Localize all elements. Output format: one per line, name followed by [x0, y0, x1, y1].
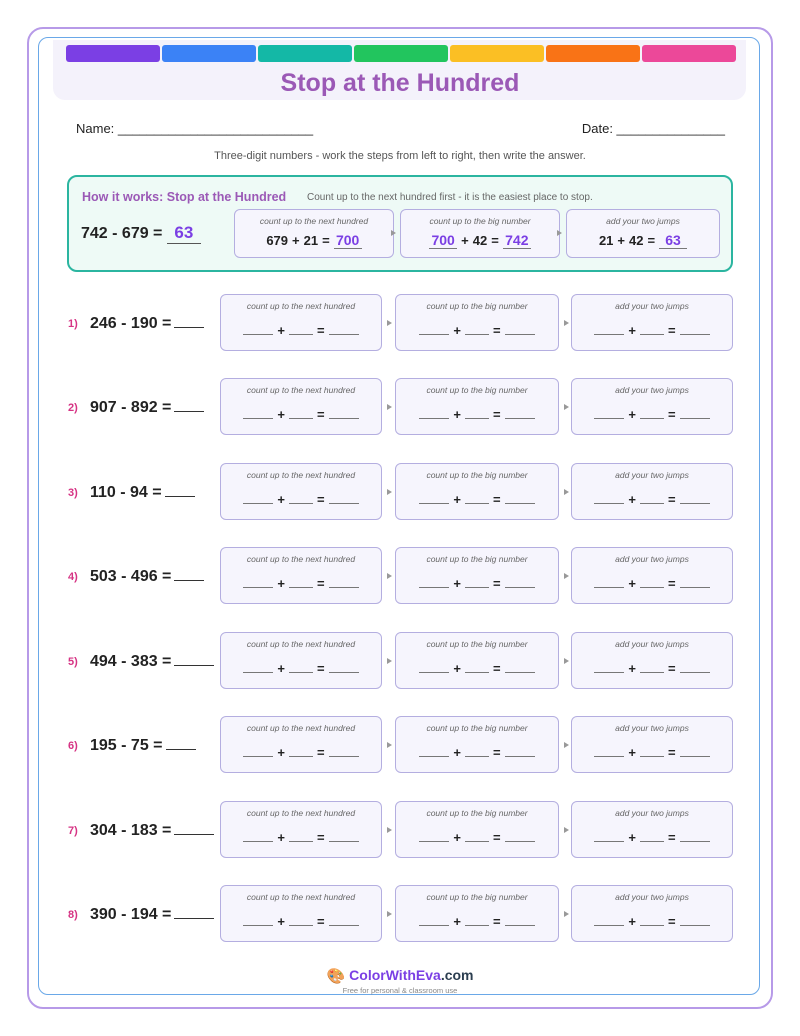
arrow-icon [387, 489, 392, 495]
blank-input[interactable] [680, 830, 710, 842]
problem-text: 304 - 183 = [90, 822, 172, 839]
step-box-2 [395, 716, 559, 773]
blank-input[interactable] [243, 830, 273, 842]
step-equation [221, 576, 381, 591]
operator: = [493, 830, 501, 845]
blank-input[interactable] [465, 745, 489, 757]
blank-input[interactable] [505, 661, 535, 673]
step-caption: count up to the big number [426, 723, 528, 733]
operator: + [277, 745, 285, 760]
blank-input[interactable] [243, 661, 273, 673]
step-equation [396, 407, 558, 422]
step-box-1 [220, 801, 382, 858]
answer-input[interactable] [174, 314, 204, 328]
step-caption: count up to the next hundred [246, 301, 356, 311]
blank-input[interactable] [594, 492, 624, 504]
blank-input[interactable] [465, 576, 489, 588]
operator: = [668, 745, 676, 760]
blank-input[interactable] [640, 745, 664, 757]
arrow-icon [387, 658, 392, 664]
step-equation: 700 + 42 = 742 [401, 232, 559, 249]
operator: + [453, 745, 461, 760]
example-note: Count up to the next hundred first - it is the easiest place to stop. [307, 192, 593, 203]
operator: + [453, 323, 461, 338]
blank-input[interactable] [505, 323, 535, 335]
blank-input[interactable] [289, 492, 313, 504]
operator: + [628, 323, 636, 338]
step-caption: add your two jumps [615, 723, 689, 733]
operator: = [668, 576, 676, 591]
blank-input[interactable] [680, 745, 710, 757]
blank-input[interactable] [505, 576, 535, 588]
blank-input[interactable] [594, 661, 624, 673]
problem-text: 503 - 496 = [90, 568, 172, 585]
step-operand: 42 [472, 233, 488, 248]
problem-text: 907 - 892 = [90, 399, 172, 416]
blank-input[interactable] [505, 407, 535, 419]
operator: = [493, 492, 501, 507]
step-caption: count up to the next hundred [246, 470, 356, 480]
operator: = [493, 576, 501, 591]
color-stripe [66, 45, 160, 62]
brand-part: .com [440, 967, 474, 983]
example-step-1 [234, 209, 394, 258]
page-title: Stop at the Hundred [280, 69, 520, 97]
step-caption: count up to the next hundred [246, 639, 356, 649]
arrow-icon [387, 404, 392, 410]
operator: + [453, 661, 461, 676]
blank-input[interactable] [640, 661, 664, 673]
problem-number: 6) [68, 740, 78, 752]
blank-input[interactable] [505, 492, 535, 504]
step-equation [396, 830, 558, 845]
blank-input[interactable] [289, 830, 313, 842]
example-box [67, 175, 733, 272]
operator: + [277, 830, 285, 845]
step-caption: count up to the big number [426, 808, 528, 818]
step-box-3 [571, 547, 733, 604]
color-stripe [642, 45, 736, 62]
answer-input[interactable] [174, 821, 214, 835]
blank-input[interactable] [465, 492, 489, 504]
step-caption: add your two jumps [615, 808, 689, 818]
blank-input[interactable] [243, 745, 273, 757]
blank-input[interactable] [465, 914, 489, 926]
blank-input[interactable] [243, 492, 273, 504]
operator: + [628, 830, 636, 845]
operator: + [277, 914, 285, 929]
blank-input[interactable] [419, 492, 449, 504]
blank-input[interactable] [680, 661, 710, 673]
blank-input[interactable] [505, 914, 535, 926]
blank-input[interactable] [594, 407, 624, 419]
operator: + [277, 492, 285, 507]
problem-number: 7) [68, 825, 78, 837]
step-equation: 21 + 42 = 63 [567, 232, 719, 249]
step-box-1 [220, 378, 382, 435]
blank-input[interactable] [640, 576, 664, 588]
blank-input[interactable] [680, 576, 710, 588]
step-equation [572, 407, 732, 422]
operator: + [277, 576, 285, 591]
operator: = [317, 492, 325, 507]
step-caption: count up to the big number [429, 216, 531, 226]
answer-input[interactable] [165, 483, 195, 497]
blank-input[interactable] [640, 830, 664, 842]
blank-input[interactable] [419, 576, 449, 588]
arrow-icon [564, 658, 569, 664]
blank-input[interactable] [505, 745, 535, 757]
problem-text: 195 - 75 = [90, 737, 163, 754]
blank-input[interactable] [640, 914, 664, 926]
date-field[interactable]: Date: _______________ [581, 121, 725, 136]
step-box-2 [395, 885, 559, 942]
problem-row [0, 885, 800, 943]
step-equation [396, 576, 558, 591]
problem-text: 494 - 383 = [90, 653, 172, 670]
arrow-icon [387, 911, 392, 917]
step-box-3 [571, 463, 733, 520]
step-caption: count up to the big number [426, 554, 528, 564]
step-box-2 [395, 463, 559, 520]
step-box-1 [220, 463, 382, 520]
step-caption: count up to the next hundred [246, 892, 356, 902]
step-box-3 [571, 294, 733, 351]
step-caption: add your two jumps [606, 216, 680, 226]
step-caption: count up to the next hundred [246, 808, 356, 818]
operator: = [317, 661, 325, 676]
step-equation: 679 + 21 = 700 [235, 232, 393, 249]
problem-row [0, 463, 800, 521]
operator: + [453, 576, 461, 591]
color-stripes [66, 45, 736, 62]
step-operand: 21 [303, 233, 319, 248]
color-stripe [546, 45, 640, 62]
step-box-2 [395, 294, 559, 351]
problem-expression [90, 905, 214, 924]
blank-input[interactable] [243, 576, 273, 588]
problem-number: 2) [68, 402, 78, 414]
blank-input[interactable] [419, 745, 449, 757]
problem-expression [90, 736, 196, 755]
instructions: Three-digit numbers - work the steps from left to right, then write the answer. [214, 150, 586, 162]
step-equation [572, 914, 732, 929]
arrow-icon [564, 489, 569, 495]
operator: = [317, 830, 325, 845]
operator: + [277, 661, 285, 676]
blank-input[interactable] [465, 323, 489, 335]
step-box-2 [395, 801, 559, 858]
step-equation [221, 661, 381, 676]
brand-part: ColorWith [349, 967, 416, 983]
operator: = [317, 745, 325, 760]
blank-input[interactable] [329, 745, 359, 757]
step-box-2 [395, 378, 559, 435]
blank-input[interactable] [465, 661, 489, 673]
step-equation [221, 492, 381, 507]
blank-input[interactable] [289, 576, 313, 588]
operator: = [317, 576, 325, 591]
blank-input[interactable] [594, 830, 624, 842]
arrow-icon [387, 827, 392, 833]
blank-input[interactable] [594, 745, 624, 757]
answer-input[interactable] [174, 567, 204, 581]
step-equation [221, 914, 381, 929]
operator: + [628, 661, 636, 676]
step-equation [396, 492, 558, 507]
operator: = [493, 407, 501, 422]
problem-row [0, 294, 800, 352]
step-caption: count up to the next hundred [246, 554, 356, 564]
problem-expression [90, 567, 204, 586]
example-expression: 742 - 679 = [81, 225, 163, 242]
operator: + [628, 407, 636, 422]
problem-number: 5) [68, 656, 78, 668]
problem-row [0, 547, 800, 605]
step-box-3 [571, 801, 733, 858]
step-equation [396, 323, 558, 338]
operator: + [453, 830, 461, 845]
example-answer: 63 [167, 223, 201, 244]
blank-input[interactable] [419, 661, 449, 673]
step-box-2 [395, 547, 559, 604]
step-equation [221, 830, 381, 845]
operator: + [628, 576, 636, 591]
arrow-icon [564, 320, 569, 326]
step-caption: count up to the big number [426, 892, 528, 902]
arrow-icon [387, 573, 392, 579]
step-box-1 [220, 716, 382, 773]
arrow-icon [557, 230, 562, 236]
step-caption: count up to the big number [426, 470, 528, 480]
step-box-1 [220, 294, 382, 351]
operator: = [668, 914, 676, 929]
step-caption: add your two jumps [615, 639, 689, 649]
step-operand: 42 [629, 233, 644, 248]
step-caption: count up to the next hundred [246, 385, 356, 395]
blank-input[interactable] [594, 576, 624, 588]
step-equation [221, 407, 381, 422]
operator: + [628, 492, 636, 507]
problem-row [0, 801, 800, 859]
step-operand: 700 [429, 232, 457, 249]
operator: = [493, 745, 501, 760]
step-box-3 [571, 378, 733, 435]
blank-input[interactable] [680, 914, 710, 926]
step-equation [396, 914, 558, 929]
blank-input[interactable] [640, 492, 664, 504]
problem-expression [90, 483, 195, 502]
blank-input[interactable] [289, 745, 313, 757]
blank-input[interactable] [289, 323, 313, 335]
blank-input[interactable] [289, 914, 313, 926]
example-problem [81, 223, 201, 244]
operator: = [493, 323, 501, 338]
step-caption: count up to the next hundred [259, 216, 369, 226]
problem-number: 3) [68, 487, 78, 499]
color-stripe [450, 45, 544, 62]
problem-expression [90, 314, 204, 333]
footer-logo [0, 967, 800, 995]
step-box-3 [571, 885, 733, 942]
arrow-icon [564, 573, 569, 579]
problem-row [0, 378, 800, 436]
blank-input[interactable] [329, 830, 359, 842]
step-equation [221, 323, 381, 338]
step-equation [572, 830, 732, 845]
example-heading: How it works: Stop at the Hundred [82, 190, 287, 204]
step-box-3 [571, 716, 733, 773]
blank-input[interactable] [419, 830, 449, 842]
step-caption: add your two jumps [615, 554, 689, 564]
step-caption: add your two jumps [615, 892, 689, 902]
step-caption: count up to the big number [426, 385, 528, 395]
blank-input[interactable] [505, 830, 535, 842]
step-equation [221, 745, 381, 760]
step-equation [572, 323, 732, 338]
problem-text: 110 - 94 = [90, 484, 162, 501]
arrow-icon [387, 742, 392, 748]
blank-input[interactable] [680, 492, 710, 504]
problem-expression [90, 652, 214, 671]
step-result: 742 [503, 232, 531, 249]
color-stripe [162, 45, 256, 62]
blank-input[interactable] [329, 576, 359, 588]
answer-input[interactable] [166, 736, 196, 750]
problem-row [0, 716, 800, 774]
arrow-icon [564, 827, 569, 833]
arrow-icon [564, 404, 569, 410]
step-caption: add your two jumps [615, 470, 689, 480]
answer-input[interactable] [174, 652, 214, 666]
blank-input[interactable] [243, 914, 273, 926]
blank-input[interactable] [243, 323, 273, 335]
step-equation [396, 745, 558, 760]
problem-expression [90, 821, 214, 840]
blank-input[interactable] [594, 914, 624, 926]
operator: + [453, 914, 461, 929]
blank-input[interactable] [640, 407, 664, 419]
step-caption: count up to the next hundred [246, 723, 356, 733]
step-equation [572, 492, 732, 507]
blank-input[interactable] [243, 407, 273, 419]
step-equation [572, 576, 732, 591]
blank-input[interactable] [419, 323, 449, 335]
arrow-icon [564, 911, 569, 917]
operator: = [668, 492, 676, 507]
blank-input[interactable] [419, 914, 449, 926]
operator: = [317, 407, 325, 422]
blank-input[interactable] [289, 407, 313, 419]
step-operand: 21 [598, 233, 614, 248]
operator: = [317, 323, 325, 338]
footer-brand [0, 967, 800, 985]
color-stripe [354, 45, 448, 62]
operator: + [277, 407, 285, 422]
operator: = [493, 914, 501, 929]
example-step-2 [400, 209, 560, 258]
operator: = [668, 661, 676, 676]
footer-subtitle: Free for personal & classroom use [342, 986, 458, 995]
blank-input[interactable] [640, 323, 664, 335]
brand-part: Eva [415, 967, 441, 983]
arrow-icon [391, 230, 396, 236]
operator: = [668, 407, 676, 422]
blank-input[interactable] [465, 830, 489, 842]
blank-input[interactable] [329, 323, 359, 335]
problem-expression [90, 398, 204, 417]
blank-input[interactable] [329, 492, 359, 504]
operator: + [453, 407, 461, 422]
answer-input[interactable] [174, 905, 214, 919]
blank-input[interactable] [329, 407, 359, 419]
operator: + [628, 914, 636, 929]
step-equation [572, 745, 732, 760]
step-equation [396, 661, 558, 676]
problem-number: 1) [68, 318, 78, 330]
arrow-icon [564, 742, 569, 748]
step-box-1 [220, 632, 382, 689]
problem-row [0, 632, 800, 690]
operator: = [493, 661, 501, 676]
blank-input[interactable] [680, 323, 710, 335]
blank-input[interactable] [329, 661, 359, 673]
step-result: 63 [659, 232, 687, 249]
blank-input[interactable] [594, 323, 624, 335]
step-caption: count up to the big number [426, 639, 528, 649]
step-result: 700 [334, 232, 362, 249]
blank-input[interactable] [419, 407, 449, 419]
palette-icon: 🎨 [326, 968, 346, 985]
step-caption: add your two jumps [615, 385, 689, 395]
step-caption: add your two jumps [615, 301, 689, 311]
blank-input[interactable] [289, 661, 313, 673]
step-box-1 [220, 547, 382, 604]
operator: + [453, 492, 461, 507]
problem-number: 4) [68, 571, 78, 583]
problem-number: 8) [68, 909, 78, 921]
arrow-icon [387, 320, 392, 326]
step-caption: count up to the big number [426, 301, 528, 311]
problem-text: 246 - 190 = [90, 315, 172, 332]
step-box-3 [571, 632, 733, 689]
blank-input[interactable] [680, 407, 710, 419]
step-operand: 679 [266, 233, 289, 248]
operator: = [317, 914, 325, 929]
operator: = [668, 830, 676, 845]
operator: + [628, 745, 636, 760]
step-box-1 [220, 885, 382, 942]
problem-text: 390 - 194 = [90, 906, 172, 923]
step-equation [572, 661, 732, 676]
blank-input[interactable] [329, 914, 359, 926]
example-step-3 [566, 209, 720, 258]
answer-input[interactable] [174, 398, 204, 412]
name-field[interactable]: Name: ___________________________ [76, 121, 314, 136]
operator: = [668, 323, 676, 338]
step-box-2 [395, 632, 559, 689]
blank-input[interactable] [465, 407, 489, 419]
color-stripe [258, 45, 352, 62]
operator: + [277, 323, 285, 338]
